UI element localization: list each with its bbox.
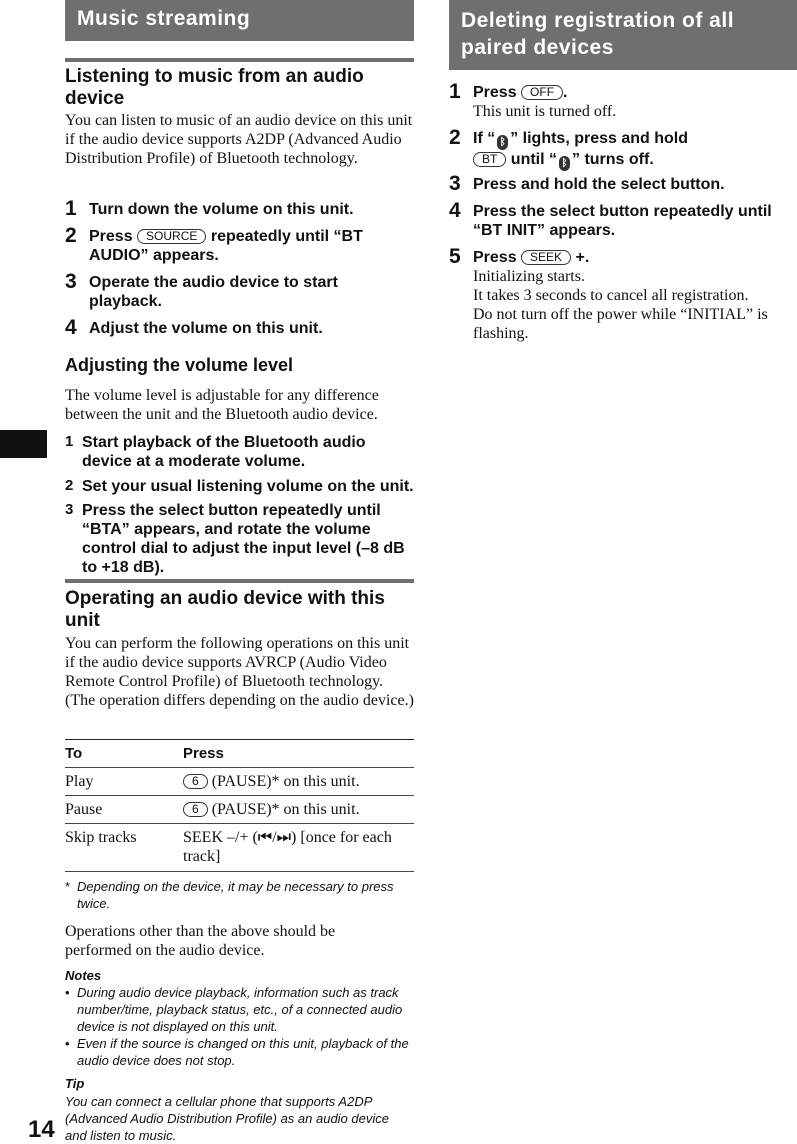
step-number: 1 <box>449 80 461 103</box>
divider <box>65 579 414 583</box>
note-item: • During audio device playback, information such as track number/time, playback status, etc., of a connected audio device is not displayed on this unit. <box>65 985 403 1034</box>
step-number: 3 <box>65 270 77 293</box>
step-text: Press SEEK +. <box>473 249 590 266</box>
section-title-listening: Listening to music from an audio device <box>65 66 364 109</box>
table-row: Pause 6 (PAUSE)* on this unit. <box>65 795 414 824</box>
step-number: 1 <box>65 197 77 220</box>
table-header: To Press <box>65 739 414 768</box>
bt-key: BT <box>473 152 506 167</box>
side-tab-marker <box>0 430 47 458</box>
section-title-operating: Operating an audio device with this unit <box>65 588 385 631</box>
step-number: 3 <box>449 172 461 195</box>
footnote: * Depending on the device, it may be necessary to press twice. <box>65 879 394 911</box>
step-3 <box>65 270 414 313</box>
step-2 <box>65 224 414 267</box>
intro-listening: You can listen to music of an audio device on this unit if the audio device supports A2DP (Advanced Audio Distribution Profile) of Bluetooth technology. <box>65 112 413 167</box>
step-text: Operate the audio device to start playback. <box>89 274 338 310</box>
source-key: SOURCE <box>137 229 206 244</box>
step-text: Press the select button repeatedly until “BT INIT” appears. <box>473 203 772 239</box>
step-text: Press OFF . <box>473 84 568 101</box>
step-number: 4 <box>449 199 461 222</box>
seek-key: SEEK <box>521 250 571 265</box>
tip-title: Tip <box>65 1076 85 1091</box>
right-step-1: 1 Press OFF . This unit is turned off. <box>449 83 797 123</box>
step-1 <box>65 197 414 222</box>
volume-step-2: 2 Set your usual listening volume on the unit. <box>65 477 414 495</box>
key-6: 6 <box>183 774 208 789</box>
bluetooth-icon: ᛒ <box>497 135 508 150</box>
step-number: 5 <box>449 245 461 268</box>
step-text: If “ ᛒ ” lights, press and hold BT until “ ᛒ ” turns off. <box>473 130 689 169</box>
table-row: Play 6 (PAUSE)* on this unit. <box>65 767 414 796</box>
step-text: Turn down the volume on this unit. <box>89 201 354 218</box>
step-number: 2 <box>449 126 461 149</box>
section-header-music-streaming: Music streaming <box>65 0 414 41</box>
volume-step-1: 1 Start playback of the Bluetooth audio device at a moderate volume. <box>65 433 366 470</box>
step-text: Press SOURCE repeatedly until “BT AUDIO” appears. <box>89 228 363 264</box>
intro-volume: The volume level is adjustable for any difference between the unit and the Bluetooth audio device. <box>65 387 379 423</box>
section-title-volume: Adjusting the volume level <box>65 355 294 375</box>
step-4 <box>65 316 414 341</box>
key-6: 6 <box>183 802 208 817</box>
other-operations: Operations other than the above should be performed on the audio device. <box>65 923 336 959</box>
off-key: OFF <box>521 85 563 100</box>
right-step-3 <box>449 172 797 197</box>
step-number: 4 <box>65 316 77 339</box>
intro-operating: You can perform the following operations on this unit if the audio device supports AVRCP (Audio Video Remote Control Profile) of Bluetooth technology. (The operation differs depending on the audio device.) <box>65 635 414 709</box>
right-step-2 <box>449 126 797 169</box>
step-number: 2 <box>65 224 77 247</box>
section-header-deleting: Deleting registration of all paired devices <box>449 0 797 70</box>
page-number: 14 <box>28 1116 55 1143</box>
step-text: Press and hold the select button. <box>473 176 725 193</box>
tip-text: You can connect a cellular phone that supports A2DP (Advanced Audio Distribution Profile) as an audio device and listen to music. <box>65 1094 389 1143</box>
right-step-4 <box>449 199 797 242</box>
step-text: Adjust the volume on this unit. <box>89 320 323 337</box>
notes-title: Notes <box>65 968 102 983</box>
bluetooth-icon: ᛒ <box>559 156 570 171</box>
note-item: • Even if the source is changed on this unit, playback of the audio device does not stop. <box>65 1036 409 1068</box>
volume-step-3: 3 Press the select button repeatedly until “BTA” appears, and rotate the volume control dial to adjust the input level (–8 dB to +18 dB). <box>65 501 405 576</box>
table-row: Skip tracks SEEK –/+ (⏮/⏭) [once for each track] <box>65 823 414 872</box>
right-step-5: 5 Press SEEK +. Initializing starts. It takes 3 seconds to cancel all registration. Do not turn off the power while “INITIAL” is flashing. <box>449 248 797 348</box>
divider <box>65 58 414 62</box>
